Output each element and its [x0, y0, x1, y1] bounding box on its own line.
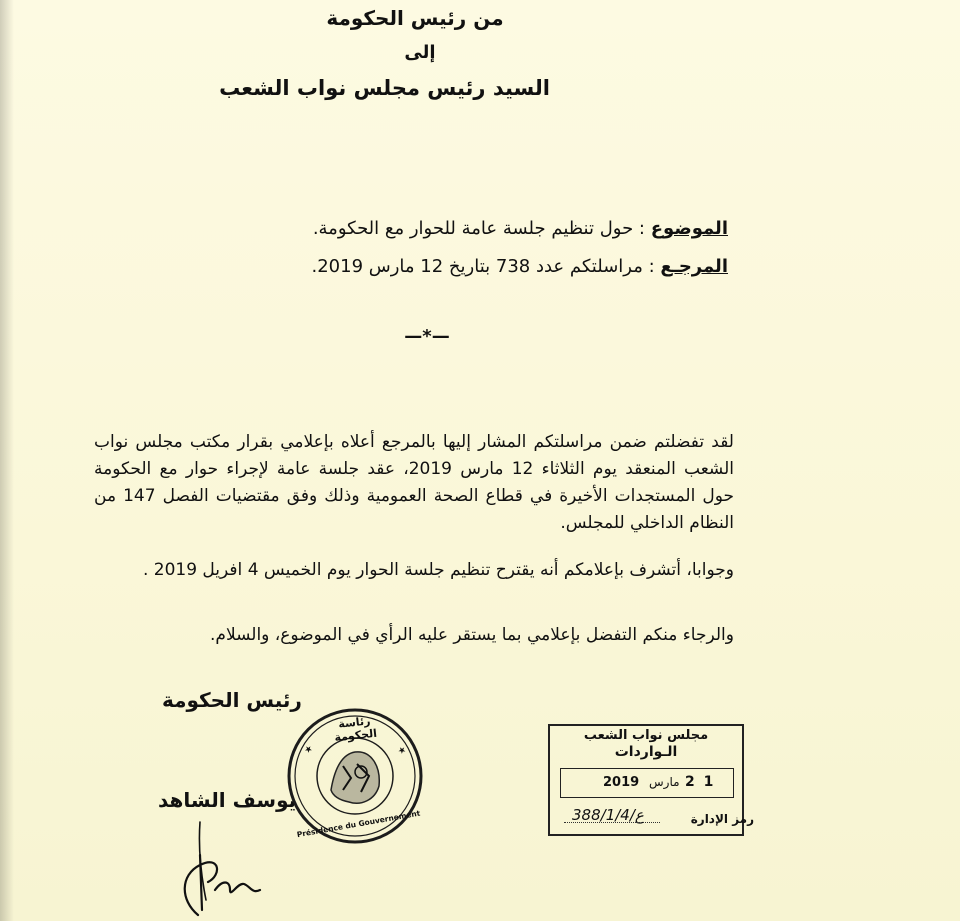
- stamp-date-box: [560, 768, 734, 798]
- reference-line: [311, 256, 728, 277]
- reference-label: المرجـع: [660, 256, 728, 277]
- signatory-title: رئيس الحكومة: [162, 688, 302, 712]
- stamp-reference-value: 388/ع/1/4: [572, 806, 644, 824]
- stamp-date-year: 2019: [603, 775, 640, 790]
- signatory-name: يوسف الشاهد: [158, 788, 297, 812]
- section-divider: —*—: [404, 326, 450, 347]
- page-edge-shadow: [0, 0, 14, 921]
- svg-text:★: ★: [395, 744, 408, 758]
- body-paragraph-2: وجوابا، أتشرف بإعلامكم أنه يقترح تنظيم جلسة الحوار يوم الخميس 4 افريل 2019 .: [142, 560, 734, 580]
- stamp-reference-line: [564, 822, 660, 823]
- subject-label: الموضوع: [650, 218, 728, 239]
- subject-text: : حول تنظيم جلسة عامة للحوار مع الحكومة.: [312, 218, 645, 239]
- stamp-header-incoming: الـواردات: [614, 744, 678, 760]
- body-paragraph-3: والرجاء منكم التفضل بإعلامي بما يستقر عليه الرأي في الموضوع، والسلام.: [210, 625, 734, 645]
- stamp-date-day: 2 1: [685, 774, 716, 790]
- header-to: إلى: [404, 42, 436, 63]
- seal-bottom-text: Présidence du Gouvernement: [296, 808, 421, 840]
- reference-text: : مراسلتكم عدد 738 بتاريخ 12 مارس 2019.: [311, 256, 655, 277]
- body-paragraph-1: لقد تفضلتم ضمن مراسلتكم المشار إليها بالمرجع أعلاه بإعلامي بقرار مكتب مجلس نواب الشعب المنعقد يوم الثلاثاء 12 مارس 2019، عقد جلسة عامة لإجراء حوار مع الحكومة حول المستجدات الأخيرة في قطاع الصحة العمومية وذلك وفق مقتضيات الفصل 147 من النظام الداخلي للمجلس.: [94, 432, 734, 533]
- header-addressee: السيد رئيس مجلس نواب الشعب: [219, 76, 550, 100]
- subject-line: [313, 218, 728, 239]
- svg-text:★: ★: [302, 743, 316, 757]
- handwritten-signature: [160, 820, 270, 920]
- header-from: من رئيس الحكومة: [326, 6, 504, 30]
- seal-top-text: رئاسة الحكومة: [333, 714, 378, 745]
- stamp-reference-label: رمز الإدارة: [690, 812, 754, 826]
- stamp-date-month: مارس: [649, 775, 680, 789]
- stamp-header-assembly: مجلس نواب الشعب: [583, 728, 709, 743]
